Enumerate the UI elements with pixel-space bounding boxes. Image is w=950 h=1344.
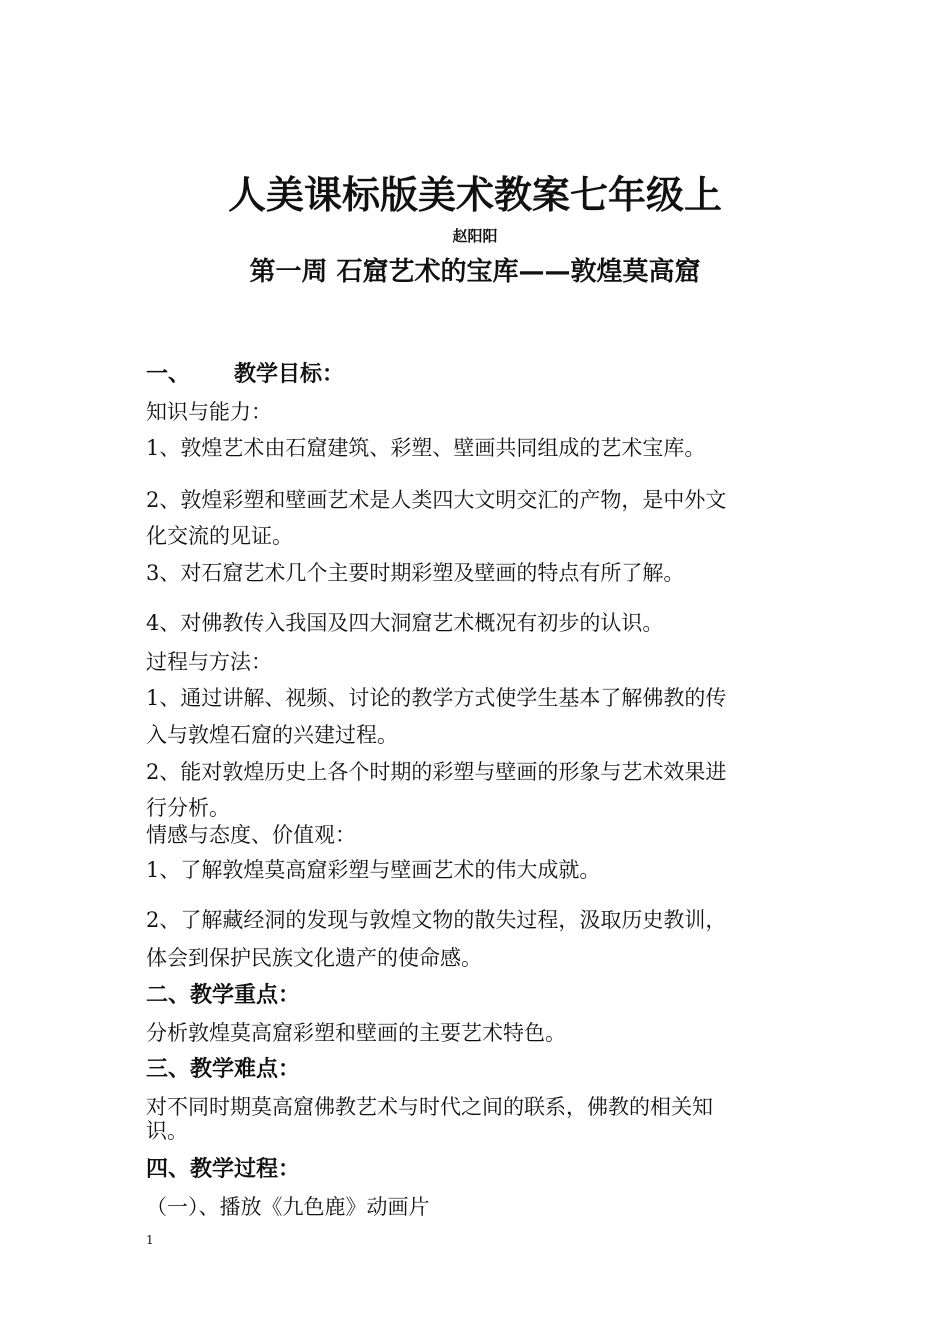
- document-author: 赵阳阳: [452, 227, 498, 245]
- list-item: 2、能对敦煌历史上各个时期的彩塑与壁画的形象与艺术效果进: [146, 760, 727, 784]
- subsection-label-process: 过程与方法：: [146, 650, 272, 674]
- subsection-label-knowledge: 知识与能力：: [146, 400, 272, 424]
- section-number: 一、: [146, 362, 191, 387]
- list-item: 2、敦煌彩塑和壁画艺术是人类四大文明交汇的产物，是中外文: [146, 488, 727, 512]
- section-heading-difficulties: 三、教学难点：: [146, 1057, 301, 1082]
- section-heading-key-points: 二、教学重点：: [146, 983, 301, 1008]
- list-item: 行分析。: [146, 796, 230, 820]
- document-title: 人美课标版美术教案七年级上: [227, 173, 722, 217]
- section-text: 对不同时期莫高窟佛教艺术与时代之间的联系，佛教的相关知: [146, 1095, 713, 1119]
- list-item: 入与敦煌石窟的兴建过程。: [146, 723, 398, 747]
- section-text: （一）、播放《九色鹿》动画片: [146, 1195, 430, 1219]
- list-item: 3、对石窟艺术几个主要时期彩塑及壁画的特点有所了解。: [146, 561, 685, 585]
- list-item: 体会到保护民族文化遗产的使命感。: [146, 946, 482, 970]
- list-item: 2、了解藏经洞的发现与敦煌文物的散失过程，汲取历史教训，: [146, 908, 727, 932]
- list-item: 化交流的见证。: [146, 524, 293, 548]
- list-item: 1、通过讲解、视频、讨论的教学方式使学生基本了解佛教的传: [146, 686, 727, 710]
- list-item: 4、对佛教传入我国及四大洞窟艺术概况有初步的认识。: [146, 611, 664, 635]
- section-title: 教学目标：: [234, 362, 345, 387]
- section-text: 识。: [146, 1119, 188, 1143]
- page-number: 1: [146, 1233, 154, 1247]
- section-heading-objectives: [146, 357, 816, 393]
- section-text: 分析敦煌莫高窟彩塑和壁画的主要艺术特色。: [146, 1021, 566, 1045]
- subsection-label-attitude: 情感与态度、价值观：: [146, 823, 356, 847]
- document-subtitle: 第一周 石窟艺术的宝库——敦煌莫高窟: [249, 257, 701, 287]
- section-heading-process: 四、教学过程：: [146, 1157, 301, 1182]
- list-item: 1、了解敦煌莫高窟彩塑与壁画艺术的伟大成就。: [146, 858, 601, 882]
- list-item: 1、敦煌艺术由石窟建筑、彩塑、壁画共同组成的艺术宝库。: [146, 436, 706, 460]
